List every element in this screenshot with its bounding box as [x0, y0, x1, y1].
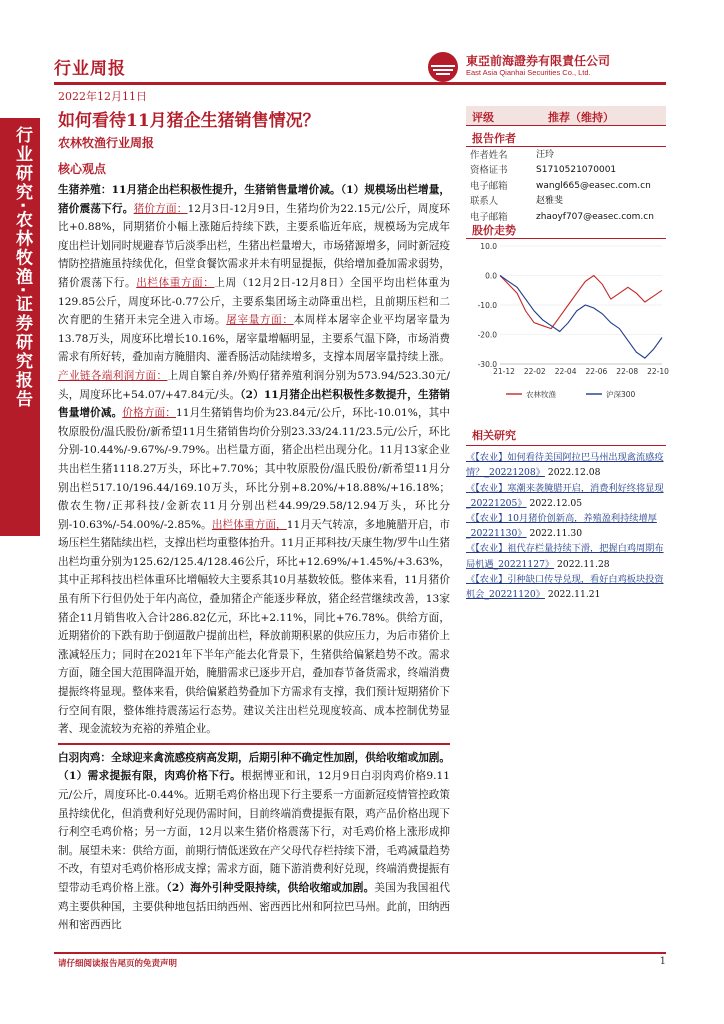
- pig-sales-weight-label: 出栏体重方面，: [211, 518, 287, 531]
- company-name-en: East Asia Qianhai Securities Co., Ltd.: [466, 68, 591, 77]
- research-item[interactable]: 《【农业】引种缺口传导兑现，看好白鸡板块投资机会_20221120》 2022.11.21: [466, 573, 664, 601]
- related-research: [466, 428, 666, 602]
- author-row: 电子邮箱 zhaoyf707@easec.com.cn: [470, 210, 666, 225]
- legend-label: 农林牧渔: [526, 390, 556, 399]
- x-tick-label: 22-10: [647, 367, 669, 376]
- category-band-text: 行业研究·农林牧渔·证券研究报告: [12, 126, 32, 409]
- x-tick-label: 22-08: [616, 367, 639, 376]
- pig-lead: 生猪养殖：11月猪企出栏积极性提升，生猪销售量增价减。（1）规模场出栏增量，猪价震荡下行。: [58, 184, 450, 215]
- y-tick-label: -20.0: [477, 330, 497, 340]
- authors-table: [470, 148, 666, 225]
- report-title: 如何看待11月猪企生猪销售情况？: [58, 111, 320, 131]
- pig-profit-label: 产业链各端利润方面：: [58, 369, 168, 382]
- chicken-import-text: 美国为我国祖代鸡主要供种国，主要供种地包括田纳西州、密西西比州和阿拉巴马州。此前，田纳西州和密西西比: [58, 881, 451, 932]
- report-section-label: 行业周报: [54, 59, 126, 79]
- y-tick-label: -10.0: [477, 301, 497, 310]
- chicken-import-lead: （2）海外引种受限持续，供给收缩或加剧。: [166, 881, 375, 894]
- related-divider: [466, 445, 666, 446]
- pig-price-label: 猪价方面：: [133, 202, 188, 215]
- chicken-text: 根据博亚和讯，12月9日白羽肉鸡价格9.11元/公斤，周度环比-0.44%。近期毛鸡价格出现下行主要系一方面新冠疫情管控政策虽持续优化，但消费利好兑现仍需时间，目前终端消费提振有限，鸡产品价格出现下行利空毛鸡价格；另一方面，12月以来生猪价格震荡下行，对毛鸡价格上涨形成抑制。展望未来：供给方面，前期行情低迷致在产父母代存栏持续下滑，毛鸡减量趋势不改，有望对毛鸡价格形成支撑；需求方面，随下游消费利好兑现，终端消费提振有望带动毛鸡价格上涨。: [58, 770, 450, 894]
- section-divider: [58, 739, 450, 745]
- pig-sales-price-label: 价格方面：: [122, 407, 176, 420]
- pig-weight-text: 上周（12月2日-12月8日）全国平均出栏体重为129.85公斤，周度环比-0.77公斤，主要系集团场主动降重出栏，且前期压栏和二次育肥的生猪开未完全进入市场。: [58, 276, 450, 327]
- x-tick-label: 22-02: [523, 367, 546, 376]
- author-row: 作者姓名 汪玲: [470, 150, 555, 161]
- chart-heading: 股价走势: [472, 224, 516, 237]
- disclaimer-note: 请仔细阅读报告尾页的免责声明: [58, 959, 178, 969]
- company-logo-icon: [426, 50, 460, 84]
- rating-label: 评级: [472, 111, 494, 124]
- research-item[interactable]: 《【农业】寒潮来袭腌腊开启，消费利好终将显现_20221205》 2022.12.05: [466, 482, 664, 509]
- stock-chart-svg: [466, 236, 669, 406]
- research-item[interactable]: 《【农业】祖代存栏量持续下滑，把握白鸡周期布局机遇_20221127》 2022.11.28: [466, 543, 664, 570]
- pig-sales-lead: （2）11月猪企出栏积极性多数提升，生猪销售量增价减。: [58, 388, 451, 420]
- y-tick-label: -30.0: [477, 360, 497, 369]
- core-view-heading: 核心观点: [58, 162, 107, 176]
- footer-divider: [54, 952, 666, 954]
- pig-slaughter-text: 本周样本屠宰企业平均屠宰量为13.78万头，周度环比增长10.16%，屠宰量增幅明显，主要系气温下降，市场消费需求有所好转，叠加南方腌腊肉、灌香肠活动陆续增多，支撑本周屠宰量持续上涨。: [58, 314, 451, 364]
- research-item[interactable]: 《【农业】如何看待美国阿拉巴马州出现禽流感疫情？_20221208》 2022.12.08: [466, 452, 664, 479]
- author-row: 电子邮箱 wangl665@easec.com.cn: [470, 179, 666, 194]
- page-number: 1: [659, 956, 666, 967]
- pig-profit-text: 上周自繁自养/外购仔猪养殖利润分别为573.94/523.30元/头，周度环比+54.07/+47.84元/头。: [58, 369, 451, 401]
- paragraph-chicken: [58, 749, 450, 935]
- report-date: 2022年12月11日: [58, 90, 147, 103]
- author-row: 资格证书 S1710521070001: [470, 165, 617, 177]
- contact-email-link[interactable]: zhaoyf707@easec.com.cn: [536, 211, 654, 222]
- x-tick-label: 22-06: [585, 367, 608, 376]
- author-email-link[interactable]: wangl665@easec.com.cn: [536, 180, 651, 191]
- category-band: [0, 118, 40, 536]
- header-divider: [54, 82, 666, 85]
- rating-box: [466, 106, 666, 126]
- series-line-0: [500, 276, 662, 329]
- page-header: [54, 46, 666, 83]
- rating-value: 推荐（维持）: [548, 111, 614, 124]
- pig-price-text: 12月3日-12月9日，生猪均价为22.15元/公斤，周度环比+0.88%，同期猪价小幅上涨随后持续下跌，主要系临近年底，规模场为完成年度出栏计划同时规避春节后淡季出栏，生猪出栏量增大，市场猪源增多，同时新冠疫情防控措施虽持续优化，但堂食餐饮需求并未有明显提振，供给增加叠加需求弱势，猪价震荡下行。: [58, 202, 451, 289]
- y-tick-label: 0.0: [485, 271, 497, 281]
- legend-label: 沪深300: [606, 390, 636, 399]
- company-logo: [426, 50, 666, 84]
- authors-heading: 报告作者: [472, 132, 516, 145]
- paragraph-pig: [58, 181, 450, 739]
- x-tick-label: 22-04: [554, 367, 577, 376]
- pig-weight-label: 出栏体重方面：: [136, 276, 215, 289]
- company-name-cn: 東亞前海證券有限責任公司: [466, 54, 611, 68]
- y-tick-label: 10.0: [480, 242, 497, 251]
- chicken-lead: 白羽肉鸡：全球迎来禽流感疫病高发期，后期引种不确定性加剧，供给收缩或加剧。（1）需求提振有限，肉鸡价格下行。: [58, 751, 450, 783]
- report-body: [58, 181, 450, 935]
- related-heading: 相关研究: [472, 429, 516, 442]
- pig-slaughter-label: 屠宰量方面：: [226, 314, 294, 327]
- research-item[interactable]: 《【农业】10月猪价创新高，养殖盈利持续增厚_20221130》 2022.11.30: [466, 513, 657, 540]
- pig-sales-weight-text: 11月天气转凉，多地腌腊开启，市场压栏生猪陆续出栏，支撑出栏均重整体抬升。11月正邦科技/天康生物/罗牛山生猪出栏均重分别为125.62/125.4/128.46公斤，环比+12.69%/+1.45%/+3.63%，其中正邦科技出栏体重环比增幅较大主要系其10月基数较低。整体来看，11月猪价虽有所下行但仍处于年内高位，叠加猪企产能逐步释放，猪企经营继续改善，13家猪企11月销售收入合计286.82亿元，环比+2.11%，同比+76.78%。供给方面，近期猪价的下跌有助于倒逼散户提前出栏，释放前期积累的供应压力，为后市猪价上涨减轻压力；同时在2021年下半年产能去化背景下，生猪供给偏紧趋势不改。需求方面，随全国大范围降温开始，腌腊需求已逐步开启，叠加春节备货需求，终端消费提振终将显现。整体来看，供给偏紧趋势叠加下方需求有支撑，我们预计短期猪价下行空间有限，整体维持震荡运行态势。建议关注出栏兑现度较高、成本控制优势显著、现金流较为充裕的养殖企业。: [58, 518, 451, 736]
- author-row: 联系人 赵雅斐: [470, 196, 564, 208]
- stock-chart: [466, 236, 669, 406]
- report-subtitle: 农林牧渔行业周报: [58, 136, 155, 150]
- pig-sales-price-text: 11月生猪销售均价为23.84元/公斤，环比-10.01%，其中牧原股份/温氏股份/新希望11月生猪销售均价分别23.33/24.11/23.5元/公斤，环比分别-10.44%/-9.67%/-9.79%。出栏量方面，猪企出栏出现分化。11月13家企业共出栏生猪1118.27万头，环比+7.70%；其中牧原股份/温氏股份/新希望11月分别出栏517.10/196.44/169.10万头，环比分别+8.20%/+18.88%/+16.18%；傲农生物/正邦科技/金新农11月分别出栏44.99/29.58/12.94万头，环比分别-10.63%/-54.00%/-2.85%。: [58, 407, 451, 531]
- x-tick-label: 21-12: [493, 367, 515, 376]
- authors-divider: [466, 146, 666, 147]
